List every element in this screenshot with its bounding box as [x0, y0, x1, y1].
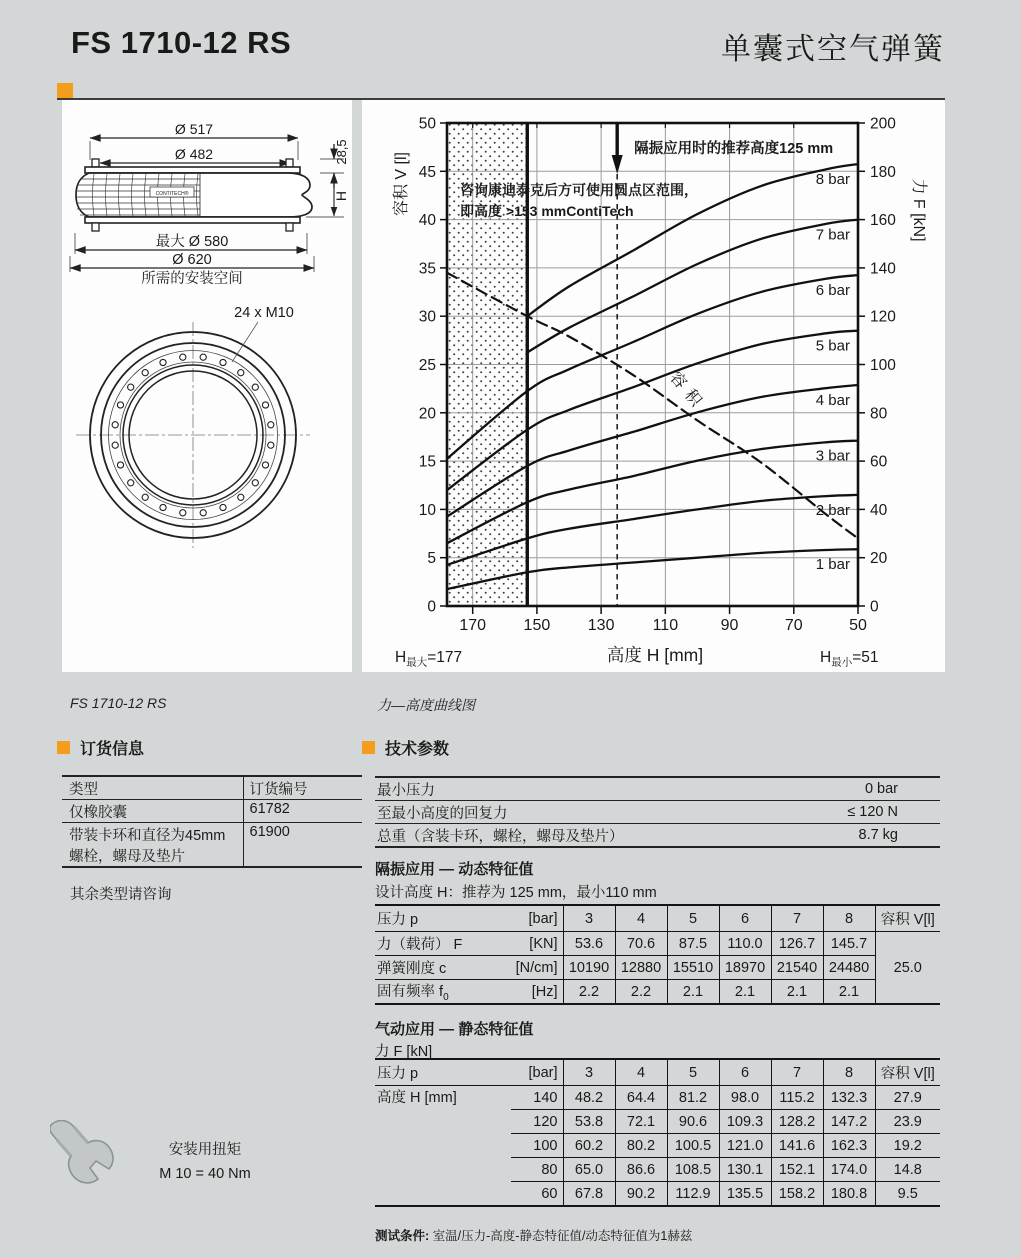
cell-force-value: 128.2: [771, 1110, 823, 1134]
bolt-hole: [220, 504, 226, 510]
header-pressure-value: 8: [823, 905, 875, 932]
header-pressure-value: 3: [563, 905, 615, 932]
curve-label-5-bar: 5 bar: [815, 337, 850, 355]
cell-value: 18970: [719, 956, 771, 980]
test-conditions-note: [375, 1226, 692, 1244]
bolt-hole: [268, 442, 274, 448]
cell-param-value: 8.7 kg: [858, 827, 898, 843]
cell-force-value: 158.2: [771, 1182, 823, 1207]
consult-note-line1: 咨询康迪泰克后方可使用圆点区范围，: [460, 182, 698, 198]
left-tick-label: 45: [418, 163, 436, 181]
cell-height: 140: [511, 1086, 563, 1110]
right-tick-label: 0: [870, 598, 879, 616]
x-axis-title: 高度 H [mm]: [606, 645, 704, 665]
cell-value: 2.2: [615, 980, 667, 1005]
cell-force-value: 152.1: [771, 1158, 823, 1182]
h-max-label: $H_{最大}=177$: [395, 649, 463, 669]
table-row: [375, 1086, 940, 1110]
bolt-hole: [180, 510, 186, 516]
cell-force-value: 90.2: [615, 1182, 667, 1207]
left-axis-labels: [419, 116, 437, 616]
cell-param-label: 至最小高度的回复力: [375, 801, 784, 824]
left-tick-label: 30: [418, 308, 436, 326]
cell-value: 2.1: [771, 980, 823, 1005]
tech-params-table-host: [375, 776, 940, 848]
x-tick-label: 150: [523, 617, 551, 634]
right-tick-label: 20: [870, 550, 888, 568]
cell-force-value: 65.0: [563, 1158, 615, 1182]
cell-force-value: 100.5: [667, 1134, 719, 1158]
ordering-title: 订货信息: [80, 741, 145, 758]
bolt-hole: [220, 359, 226, 365]
cell-value: 15510: [667, 956, 719, 980]
header-pressure-value: 4: [615, 905, 667, 932]
bolt-hole: [117, 402, 123, 408]
right-tick-label: 60: [870, 453, 888, 471]
page-title-model: FS 1710-12 RS: [71, 25, 292, 60]
curve-label-4-bar: 4 bar: [815, 392, 850, 410]
cell-height: 100: [511, 1134, 563, 1158]
cell-volume: 9.5: [875, 1182, 940, 1207]
cell-type: 带装卡环和直径为45mm螺栓，螺母及垫片: [69, 828, 226, 865]
right-tick-label: 140: [870, 260, 896, 278]
cell-force-value: 180.8: [823, 1182, 875, 1207]
cell-force-value: 72.1: [615, 1110, 667, 1134]
dynamic-table-host: [375, 904, 940, 1005]
cell-force-value: 130.1: [719, 1158, 771, 1182]
cell-order-number: 61782: [243, 800, 362, 823]
cell-force-value: 53.8: [563, 1110, 615, 1134]
bolt-hole: [142, 494, 148, 500]
wrench-icon: [50, 1120, 125, 1192]
header-pressure: 压力 p: [375, 905, 485, 932]
x-axis-labels: [459, 617, 867, 634]
cell-value: 2.2: [563, 980, 615, 1005]
technical-drawing: [62, 100, 352, 672]
cell-force-value: 90.6: [667, 1110, 719, 1134]
bolt-hole: [238, 494, 244, 500]
bottom-view-drawing: [76, 322, 310, 548]
cell-force-value: 141.6: [771, 1134, 823, 1158]
x-tick-label: 90: [720, 617, 739, 634]
drawing-caption: FS 1710-12 RS: [70, 695, 167, 711]
curve-label-1-bar: 1 bar: [815, 556, 850, 574]
x-tick-label: 70: [784, 617, 803, 634]
cell-force-value: 132.3: [823, 1086, 875, 1110]
cell-height: 80: [511, 1158, 563, 1182]
cell-unit: [N/cm]: [485, 956, 563, 980]
cell-value: 24480: [823, 956, 875, 980]
chart-caption: 力—高度曲线图: [377, 697, 475, 713]
left-tick-label: 40: [418, 212, 436, 230]
cell-value: 126.7: [771, 932, 823, 956]
right-tick-label: 180: [870, 163, 896, 181]
static-table: [375, 1058, 940, 1207]
right-tick-label: 200: [870, 115, 896, 133]
cell-param-label: 最小压力: [375, 777, 784, 801]
torque-line1: 安装用扭矩: [168, 1142, 242, 1158]
table-row: [375, 932, 940, 956]
bolt-hole: [252, 384, 258, 390]
dim-height: H: [333, 190, 349, 202]
subscript: 0: [443, 991, 449, 1003]
cell-value: 21540: [771, 956, 823, 980]
table-row: [375, 956, 940, 980]
curve-label-7-bar: 7 bar: [815, 226, 850, 244]
left-tick-label: 0: [427, 598, 436, 616]
bolt-hole: [262, 402, 268, 408]
curve-label-8-bar: 8 bar: [815, 171, 850, 189]
header-volume: 容积 V[l]: [875, 1059, 940, 1086]
right-tick-label: 80: [870, 405, 888, 423]
page-title-product: 单囊式空气弹簧: [721, 33, 945, 66]
cell-value: 145.7: [823, 932, 875, 956]
cell-type: 仅橡胶囊: [62, 800, 243, 823]
right-tick-label: 120: [870, 308, 896, 326]
chart-panel: [362, 100, 945, 672]
cell-value: 110.0: [719, 932, 771, 956]
dim-install-dia: Ø 620: [172, 252, 212, 268]
static-subtitle: 力 F [kN]: [375, 1044, 433, 1060]
static-title: 气动应用 — 静态特征值: [375, 1021, 534, 1038]
cell-value: 10190: [563, 956, 615, 980]
cell-volume: 19.2: [875, 1134, 940, 1158]
header-pressure-value: 7: [771, 905, 823, 932]
volume-line-label: 容积: [666, 369, 709, 416]
test-conditions-text: 室温/压力-高度-静态特征值/动态特征值为1赫兹: [432, 1229, 693, 1243]
tech-params-table: [375, 776, 940, 848]
install-space-label: 所需的安装空间: [141, 271, 243, 287]
cell-height: 120: [511, 1110, 563, 1134]
cell-force-value: 108.5: [667, 1158, 719, 1182]
cell-height: 60: [541, 1185, 558, 1202]
header-pressure: 压力 p: [375, 1059, 511, 1086]
right-axis-title: 力 F [kN]: [910, 178, 927, 242]
table-row: [62, 800, 362, 823]
table-row: [375, 824, 940, 848]
ordering-table: [62, 775, 362, 868]
right-axis-labels: [870, 116, 896, 616]
ordering-table-host: [62, 775, 362, 868]
torque-note: [120, 1138, 290, 1186]
cell-force-value: 147.2: [823, 1110, 875, 1134]
cell-value: 12880: [615, 956, 667, 980]
header-pressure-value: 6: [719, 1059, 771, 1086]
bolt-hole: [128, 480, 134, 486]
consult-note-line2: 即高度 >153 mmContiTech: [460, 203, 634, 219]
bolt-hole: [112, 422, 118, 428]
header-unit: [bar]: [511, 1059, 563, 1086]
cell-force-value: 64.4: [615, 1086, 667, 1110]
header-unit: [bar]: [485, 905, 563, 932]
header-volume: 容积 V[l]: [875, 905, 940, 932]
bolt-pattern-label: 24 x M10: [234, 305, 294, 321]
cell-param-label: 总重（含装卡环，螺栓，螺母及垫片）: [377, 828, 624, 845]
section-bullet-icon: [57, 741, 70, 754]
cell-order-number: 61900: [243, 823, 362, 868]
left-tick-label: 20: [418, 405, 436, 423]
ordering-note: 其余类型请咨询: [70, 887, 172, 903]
table-row: [375, 801, 940, 824]
cell-row-label: 固有频率 $f_0$: [377, 984, 449, 1003]
cell-force-value: 81.2: [667, 1086, 719, 1110]
cell-force-value: 115.2: [771, 1086, 823, 1110]
header-pressure-value: 8: [823, 1059, 875, 1086]
right-tick-label: 160: [870, 212, 896, 230]
cell-force-value: 80.2: [615, 1134, 667, 1158]
bolt-hole: [117, 462, 123, 468]
header-pressure-value: 4: [615, 1059, 667, 1086]
cell-value: 87.5: [667, 932, 719, 956]
cell-unit: [Hz]: [531, 983, 558, 1000]
x-tick-label: 130: [587, 617, 615, 634]
bolt-hole: [238, 370, 244, 376]
curve-7-bar: [527, 220, 858, 353]
left-tick-label: 25: [418, 357, 436, 374]
brand-label: CONTITECH®: [155, 191, 189, 197]
curve-label-3-bar: 3 bar: [815, 447, 850, 465]
cell-param-value: ≤ 120 N: [784, 801, 940, 824]
table-row: [62, 823, 362, 868]
bolt-hole: [142, 370, 148, 376]
cell-value: 2.1: [719, 980, 771, 1005]
recommended-height-annotation: 隔振应用时的推荐高度125 mm: [634, 141, 834, 157]
cell-volume: 27.9: [875, 1086, 940, 1110]
cell-height-label: 高度 H [mm]: [377, 1090, 457, 1106]
left-tick-label: 35: [418, 260, 436, 278]
bolt-hole: [160, 359, 166, 365]
cell-row-label: 力（载荷） F: [375, 932, 485, 956]
static-table-host: [375, 1058, 940, 1207]
accent-square: [57, 83, 73, 98]
cell-force-value: 162.3: [823, 1134, 875, 1158]
bolt-hole: [268, 422, 274, 428]
dynamic-title: 隔振应用 — 动态特征值: [375, 861, 534, 878]
cell-value: 2.1: [823, 980, 875, 1005]
header-pressure-value: 7: [771, 1059, 823, 1086]
bolt-hole: [252, 480, 258, 486]
cell-row-label: 弹簧刚度 c: [375, 956, 485, 980]
tech-params-title: 技术参数: [385, 741, 450, 758]
curve-label-2-bar: 2 bar: [815, 501, 850, 519]
dim-outer-plate: Ø 517: [174, 121, 214, 137]
header-pressure-value: 5: [667, 1059, 719, 1086]
cell-value: 70.6: [615, 932, 667, 956]
cell-value: 2.1: [667, 980, 719, 1005]
section-bullet-icon: [362, 741, 375, 754]
cell-force-value: 112.9: [667, 1182, 719, 1207]
bolt-hole: [200, 354, 206, 360]
header-pressure-value: 6: [719, 905, 771, 932]
left-axis-title: 容积 V [l]: [393, 151, 410, 217]
dynamic-table: [375, 904, 940, 1005]
curve-label-6-bar: 6 bar: [815, 282, 850, 300]
dynamic-subtitle: 设计高度 H：推荐为 125 mm，最小110 mm: [375, 885, 657, 901]
table-row: [375, 980, 940, 1005]
x-tick-label: 110: [652, 617, 679, 634]
table-row: [375, 777, 940, 801]
cell-volume: 25.0: [875, 932, 940, 1005]
cell-force-value: 135.5: [719, 1182, 771, 1207]
cell-force-value: 48.2: [563, 1086, 615, 1110]
cell-value: 53.6: [563, 932, 615, 956]
cell-force-value: 109.3: [719, 1110, 771, 1134]
col-header-type: 类型: [62, 776, 243, 800]
table-header-row: [375, 1059, 940, 1086]
cell-param-value: 0 bar: [784, 777, 940, 801]
cell-force-value: 174.0: [823, 1158, 875, 1182]
left-tick-label: 15: [418, 453, 436, 471]
test-conditions-label: 测试条件:: [375, 1229, 430, 1243]
cell-volume: 14.8: [875, 1158, 940, 1182]
cell-force-value: 60.2: [563, 1134, 615, 1158]
cell-force-value: 86.6: [615, 1158, 667, 1182]
col-header-number: 订货编号: [243, 776, 362, 800]
tech-params-section-header: [362, 736, 449, 759]
torque-line2: M 10 = 40 Nm: [159, 1166, 251, 1182]
right-tick-label: 40: [870, 501, 888, 519]
left-tick-label: 5: [427, 550, 436, 568]
dim-max-dia: 最大 Ø 580: [155, 234, 229, 250]
ordering-section-header: [57, 736, 144, 759]
x-tick-label: 50: [849, 617, 867, 634]
drawing-panel: [62, 100, 352, 672]
bolt-hole: [160, 504, 166, 510]
left-tick-label: 50: [418, 115, 436, 133]
bolt-hole: [180, 354, 186, 360]
bolt-hole: [112, 442, 118, 448]
force-height-chart: [362, 100, 945, 672]
header-pressure-value: 5: [667, 905, 719, 932]
right-tick-label: 100: [870, 357, 896, 374]
cell-force-value: 98.0: [719, 1086, 771, 1110]
dim-stud-height: 28,5: [334, 139, 349, 165]
bolt-hole: [128, 384, 134, 390]
x-tick-label: 170: [459, 617, 487, 634]
cell-unit: [KN]: [485, 932, 563, 956]
left-tick-label: 10: [418, 501, 436, 519]
dim-bead: Ø 482: [174, 146, 214, 162]
table-row: [62, 776, 362, 800]
cell-force-value: 67.8: [563, 1182, 615, 1207]
table-header-row: [375, 905, 940, 932]
bolt-hole: [200, 510, 206, 516]
bolt-hole: [262, 462, 268, 468]
header-pressure-value: 3: [563, 1059, 615, 1086]
cell-volume: 23.9: [875, 1110, 940, 1134]
h-min-label: $H_{最小}=51$: [820, 649, 879, 669]
cell-force-value: 121.0: [719, 1134, 771, 1158]
